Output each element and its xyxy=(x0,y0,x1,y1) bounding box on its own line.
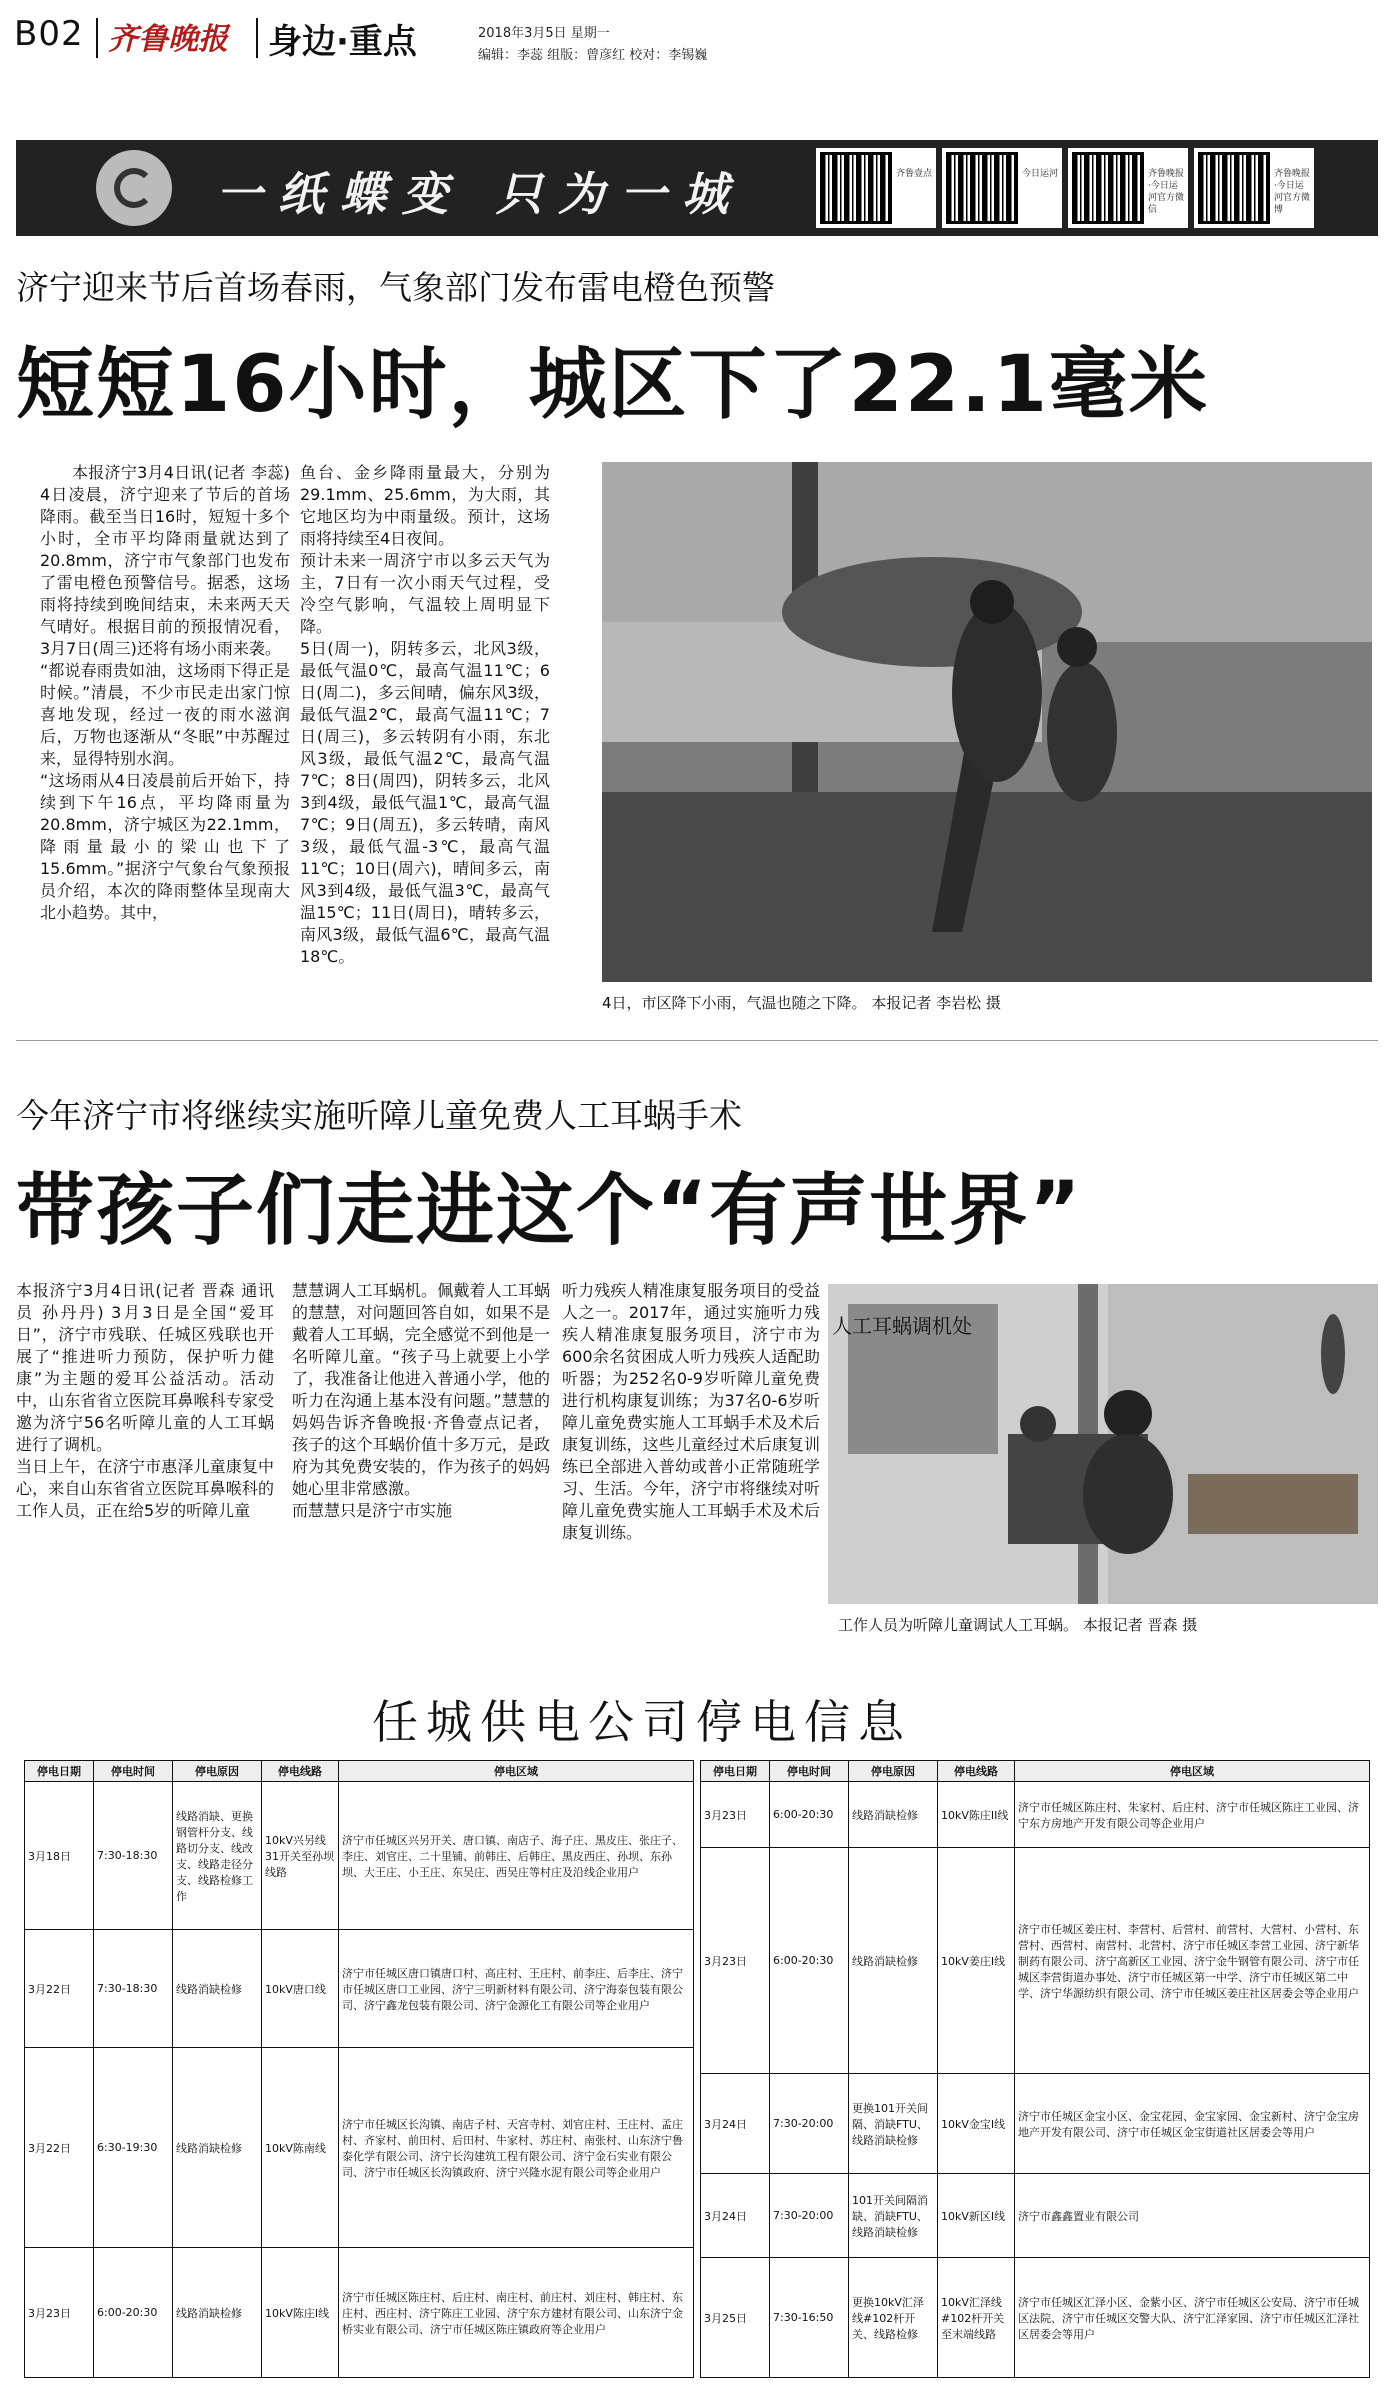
cell-date: 3月22日 xyxy=(25,1930,94,2048)
cell-date: 3月24日 xyxy=(701,2174,770,2258)
qr-label: 齐鲁壹点 xyxy=(896,169,933,179)
cell-reason: 线路消缺检修 xyxy=(849,1782,938,1848)
qr-label: 齐鲁晚报·今日运河官方微信 xyxy=(1148,169,1185,215)
cell-line: 10kV陈庄I线 xyxy=(262,2248,339,2378)
newspaper-name: 齐鲁晚报 xyxy=(108,22,228,57)
col-header-date: 停电日期 xyxy=(701,1761,770,1782)
cell-area: 济宁市任城区陈庄村、后庄村、南庄村、前庄村、刘庄村、韩庄村、东庄村、西庄村、济宁陈庄工业园、济宁东方建材有限公司、山东济宁金桥实业有限公司、济宁市任城区陈庄镇政府等企业用户 xyxy=(339,2248,694,2378)
divider xyxy=(16,1040,1378,1041)
cell-date: 3月25日 xyxy=(701,2258,770,2378)
cell-line: 10kV金宝I线 xyxy=(938,2074,1015,2174)
table-row xyxy=(701,2258,1370,2378)
outage-table-left-wrap xyxy=(24,1760,694,2378)
table-row xyxy=(701,1782,1370,1848)
cell-time: 7:30-18:30 xyxy=(94,1782,173,1930)
cell-reason: 101开关间隔消缺、消缺FTU、线路消缺检修 xyxy=(849,2174,938,2258)
qr-code-block[interactable] xyxy=(1194,148,1314,228)
cell-time: 7:30-20:00 xyxy=(770,2074,849,2174)
cochlear-photo-caption: 工作人员为听障儿童调试人工耳蜗。 本报记者 晋森 摄 xyxy=(838,1616,1198,1634)
cell-reason: 线路消缺检修 xyxy=(173,2048,262,2248)
cell-line: 10kV唐口线 xyxy=(262,1930,339,2048)
cell-line: 10kV汇泽线#102杆开关至末端线路 xyxy=(938,2258,1015,2378)
table-row xyxy=(701,2074,1370,2174)
banner-slogan: 一纸蝶变 只为一城 xyxy=(216,167,745,221)
cell-date: 3月22日 xyxy=(25,2048,94,2248)
cell-reason: 更换10kV汇泽线#102杆开关、线路检修 xyxy=(849,2258,938,2378)
qr-label: 今日运河 xyxy=(1022,169,1059,179)
col-header-area: 停电区域 xyxy=(339,1761,694,1782)
col-header-date: 停电日期 xyxy=(25,1761,94,1782)
cell-area: 济宁市任城区长沟镇、南店子村、天宫寺村、刘官庄村、王庄村、孟庄村、齐家村、前田村、后田村、牛家村、苏庄村、南张村、山东济宁鲁泰化学有限公司、济宁长沟建筑工程有限公司、济宁金石实业有限公司、济宁市任城区长沟镇政府、济宁兴隆水泥有限公司等企业用户 xyxy=(339,2048,694,2248)
cell-line: 10kV陈南线 xyxy=(262,2048,339,2248)
masthead-divider xyxy=(96,18,98,58)
col-header-line: 停电线路 xyxy=(938,1761,1015,1782)
cell-reason: 更换101开关间隔、消缺FTU、线路消缺检修 xyxy=(849,2074,938,2174)
article1-kicker: 济宁迎来节后首场春雨，气象部门发布雷电橙色预警 xyxy=(16,268,775,307)
table-row xyxy=(25,1930,694,2048)
cell-reason: 线路消缺检修 xyxy=(849,1848,938,2074)
qr-code-icon xyxy=(820,152,892,224)
table-row xyxy=(701,1848,1370,2074)
article1-column-2: 鱼台、金乡降雨量最大，分别为29.1mm、25.6mm，为大雨，其它地区均为中雨量级。预计，这场雨将持续至4日夜间。 预计未来一周济宁市以多云天气为主，7日有一次小雨天气过程，受冷空气影响，气温较上周明显下降。 5日(周一)，阴转多云，北风3级，最低气温0℃，最高气温11℃；6日(周二)，多云间晴，偏东风3级，最低气温2℃，最高气温11℃；7日(周三)，多云转阴有小雨，东北风3级，最低气温2℃，最高气温7℃；8日(周四)，阴转多云，北风3到4级，最低气温1℃，最高气温7℃；9日(周五)，多云转晴，南风3级，最低气温-3℃，最高气温11℃；10日(周六)，晴间多云，南风3到4级，最低气温3℃，最高气温15℃；11日(周日)，晴转多云，南风3级，最低气温6℃，最高气温18℃。 xyxy=(300,463,550,966)
cell-date: 3月18日 xyxy=(25,1782,94,1930)
cell-line: 10kV陈庄II线 xyxy=(938,1782,1015,1848)
qr-code-block[interactable] xyxy=(942,148,1062,228)
outage-table-right xyxy=(700,1760,1370,2378)
article1-column-1: 本报济宁3月4日讯(记者 李蕊) 4日凌晨，济宁迎来了节后的首场降雨。截至当日16时，短短十多个小时，全市平均降雨量就达到了20.8mm，济宁市气象部门也发布了雷电橙色预警信号。据悉，这场雨将持续到晚间结束，未来两天天气晴好。根据目前的预报情况看，3月7日(周三)还将有场小雨来袭。 “都说春雨贵如油，这场雨下得正是时候。”清晨，不少市民走出家门惊喜地发现，经过一夜的雨水滋润后，万物也逐渐从“冬眠”中苏醒过来，显得特别水润。 “这场雨从4日凌晨前后开始下，持续到下午16点，平均降雨量为20.8mm，济宁城区为22.1mm，降雨量最小的梁山也下了15.6mm。”据济宁气象台气象预报员介绍，本次的降雨整体呈现南大北小趋势。其中， xyxy=(40,463,290,922)
cell-area: 济宁市任城区汇泽小区、金紫小区、济宁市任城区公安局、济宁市任城区法院、济宁市任城区交警大队、济宁汇泽家园、济宁市任城区汇泽社区居委会等用户 xyxy=(1015,2258,1370,2378)
cell-line: 10kV兴另线31开关至孙坝线路 xyxy=(262,1782,339,1930)
outage-table-left xyxy=(24,1760,694,2378)
col-header-reason: 停电原因 xyxy=(173,1761,262,1782)
table-header-row xyxy=(25,1761,694,1782)
table-header-row xyxy=(701,1761,1370,1782)
page-number: B02 xyxy=(14,14,84,54)
paper-logo-icon xyxy=(96,150,172,226)
cell-area: 济宁市任城区金宝小区、金宝花园、金宝家园、金宝新村、济宁金宝房地产开发有限公司、济宁市任城区金宝街道社区居委会等用户 xyxy=(1015,2074,1370,2174)
article2-column-2: 慧慧调人工耳蜗机。佩戴着人工耳蜗的慧慧，对问题回答自如，如果不是戴着人工耳蜗，完全感觉不到他是一名听障儿童。“孩子马上就要上小学了，我准备让他进入普通小学，他的听力在沟通上基本没有问题。”慧慧的妈妈告诉齐鲁晚报·齐鲁壹点记者，孩子的这个耳蜗价值十多万元，是政府为其免费安装的，作为孩子的妈妈她心里非常感激。 而慧慧只是济宁市实施 xyxy=(292,1281,550,1520)
cell-date: 3月23日 xyxy=(701,1848,770,2074)
article2-column-3: 听力残疾人精准康复服务项目的受益人之一。2017年，通过实施听力残疾人精准康复服务项目，济宁市为600余名贫困成人听力残疾人适配助听器；为252名0-9岁听障儿童免费进行机构康复训练；为37名0-6岁听障儿童免费实施人工耳蜗手术及术后康复训练，这些儿童经过术后康复训练已全部进入普幼或普小正常随班学习、生活。今年，济宁市将继续对听障儿童免费实施人工耳蜗手术及术后康复训练。 xyxy=(562,1281,820,1542)
article2-headline: 带孩子们走进这个“有声世界” xyxy=(16,1166,1083,1256)
cell-reason: 线路消缺、更换钢管杆分支、线路切分支、线改支、线路走径分支、线路检修工作 xyxy=(173,1782,262,1930)
cell-line: 10kV姜庄I线 xyxy=(938,1848,1015,2074)
rain-photo-caption: 4日，市区降下小雨，气温也随之下降。 本报记者 李岩松 摄 xyxy=(602,994,1001,1012)
photo-sign-text: 人工耳蜗调机处 xyxy=(832,1314,972,1338)
cell-area: 济宁市任城区姜庄村、李营村、后营村、前营村、大营村、小营村、东营村、西营村、南营村、北营村、济宁市任城区李营工业园、济宁新华制药有限公司、济宁高新区工业园、济宁金牛钢管有限公司、济宁市任城区李营街道办事处、济宁市任城区第一中学、济宁市任城区第二中学、济宁华源纺织有限公司、济宁市任城区姜庄社区居委会等企业用户 xyxy=(1015,1848,1370,2074)
cell-area: 济宁市任城区陈庄村、朱家村、后庄村、济宁市任城区陈庄工业园、济宁东方房地产开发有限公司等企业用户 xyxy=(1015,1782,1370,1848)
table-row xyxy=(25,1782,694,1930)
article2-column-1: 本报济宁3月4日讯(记者 晋森 通讯员 孙丹丹) 3月3日是全国“爱耳日”，济宁市残联、任城区残联也开展了“推进听力预防，保护听力健康”为主题的爱耳公益活动。活动中，山东省省立医院耳鼻喉科专家受邀为济宁56名听障儿童的人工耳蜗进行了调机。 当日上午，在济宁市惠泽儿童康复中心，来自山东省省立医院耳鼻喉科的工作人员，正在给5岁的听障儿童 xyxy=(16,1281,274,1520)
masthead-divider xyxy=(256,18,258,58)
cell-date: 3月23日 xyxy=(25,2248,94,2378)
qr-code-icon xyxy=(1072,152,1144,224)
cell-area: 济宁市任城区唐口镇唐口村、高庄村、王庄村、前李庄、后李庄、济宁市任城区唐口工业园、济宁三明新材料有限公司、济宁海泰包装有限公司、济宁鑫龙包装有限公司、济宁金源化工有限公司等企业用户 xyxy=(339,1930,694,2048)
article2-kicker: 今年济宁市将继续实施听障儿童免费人工耳蜗手术 xyxy=(16,1096,742,1135)
rain-photo-image xyxy=(602,462,1372,982)
qr-label: 齐鲁晚报·今日运河官方微博 xyxy=(1274,169,1311,215)
table-row xyxy=(25,2048,694,2248)
cell-reason: 线路消缺检修 xyxy=(173,1930,262,2048)
qr-code-block[interactable] xyxy=(816,148,936,228)
cell-reason: 线路消缺检修 xyxy=(173,2248,262,2378)
col-header-reason: 停电原因 xyxy=(849,1761,938,1782)
cell-time: 7:30-20:00 xyxy=(770,2174,849,2258)
qr-code-icon xyxy=(1198,152,1270,224)
qr-code-icon xyxy=(946,152,1018,224)
cell-area: 济宁市鑫鑫置业有限公司 xyxy=(1015,2174,1370,2258)
cell-time: 6:00-20:30 xyxy=(770,1848,849,2074)
cell-time: 6:00-20:30 xyxy=(94,2248,173,2378)
col-header-time: 停电时间 xyxy=(94,1761,173,1782)
table-row xyxy=(25,2248,694,2378)
article1-headline: 短短16小时，城区下了22.1毫米 xyxy=(16,340,1209,430)
promo-banner xyxy=(16,140,1378,236)
table-row xyxy=(701,2174,1370,2258)
col-header-time: 停电时间 xyxy=(770,1761,849,1782)
cell-time: 7:30-16:50 xyxy=(770,2258,849,2378)
outage-table-right-wrap xyxy=(700,1760,1370,2378)
qr-code-block[interactable] xyxy=(1068,148,1188,228)
issue-date: 2018年3月5日 星期一 xyxy=(478,26,610,41)
cell-date: 3月24日 xyxy=(701,2074,770,2174)
col-header-line: 停电线路 xyxy=(262,1761,339,1782)
section-name: 身边·重点 xyxy=(268,22,417,62)
cell-time: 6:00-20:30 xyxy=(770,1782,849,1848)
col-header-area: 停电区域 xyxy=(1015,1761,1370,1782)
power-outage-title: 任城供电公司停电信息 xyxy=(372,1695,912,1749)
rain-photo xyxy=(602,462,1372,982)
cell-time: 6:30-19:30 xyxy=(94,2048,173,2248)
cell-area: 济宁市任城区兴另开关、唐口镇、南店子、海子庄、黑皮庄、张庄子、李庄、刘官庄、二十里铺、前韩庄、后韩庄、黑皮西庄、孙坝、东孙坝、大王庄、小王庄、东吴庄、西吴庄等村庄及沿线企业用户 xyxy=(339,1782,694,1930)
cell-line: 10kV新区I线 xyxy=(938,2174,1015,2258)
editors-line: 编辑：李蕊 组版：曾彦红 校对：李锡巍 xyxy=(478,48,708,63)
cell-date: 3月23日 xyxy=(701,1782,770,1848)
cell-time: 7:30-18:30 xyxy=(94,1930,173,2048)
